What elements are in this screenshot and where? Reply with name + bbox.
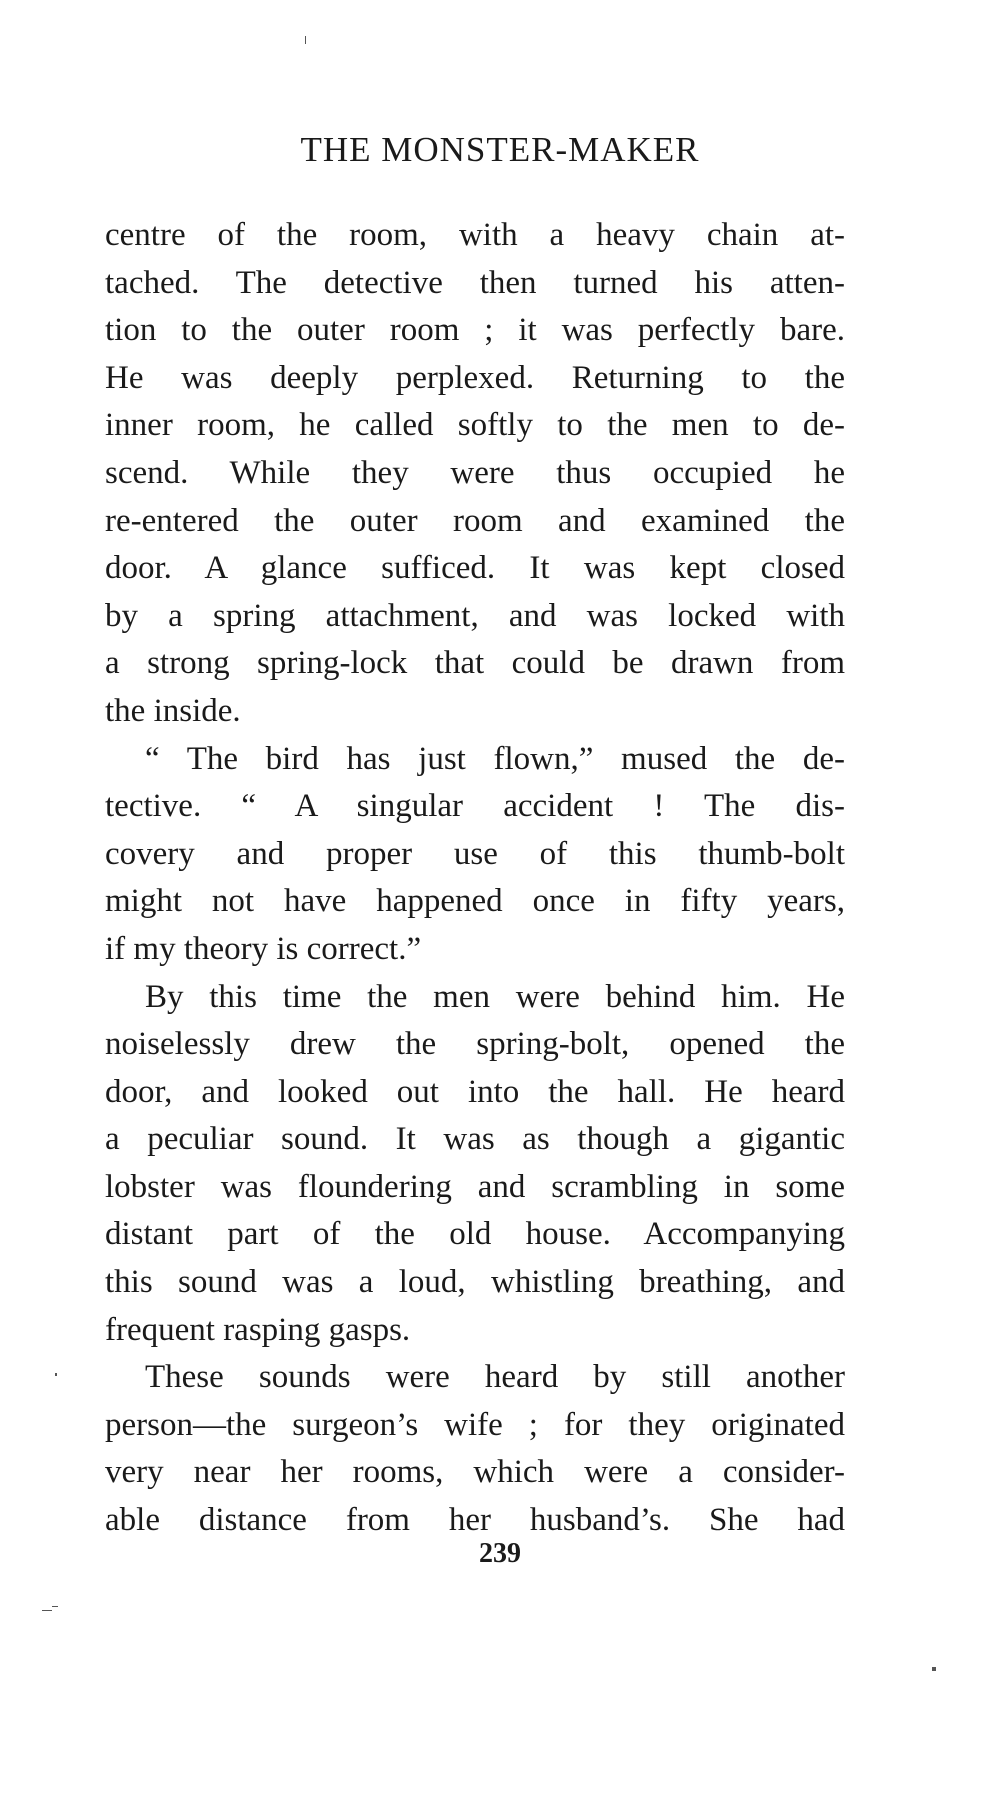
text-line: tached. The detective then turned his atten-: [105, 264, 845, 301]
text-line: centre of the room, with a heavy chain at-: [105, 217, 845, 253]
text-line: door. A glance sufficed. It was kept closed: [105, 550, 845, 587]
text-line: By this time the men were behind him. He: [145, 978, 845, 1015]
scan-speck: [42, 1610, 52, 1611]
text-line: lobster was floundering and scrambling in some: [105, 1168, 845, 1205]
text-line: very near her rooms, which were a consider-: [105, 1454, 845, 1491]
text-line: He was deeply perplexed. Returning to the: [105, 359, 845, 396]
text-line: inner room, he called softly to the men to de-: [105, 407, 845, 444]
scan-speck: [55, 1373, 57, 1376]
text-line: These sounds were heard by still another: [145, 1359, 845, 1396]
text-line: might not have happened once in fifty years,: [105, 883, 845, 920]
text-line: door, and looked out into the hall. He heard: [105, 1073, 845, 1110]
text-line: covery and proper use of this thumb-bolt: [105, 835, 845, 872]
text-line: able distance from her husband’s. She had: [105, 1502, 845, 1539]
text-line: noiselessly drew the spring-bolt, opened the: [105, 1026, 845, 1063]
body-text: [105, 212, 845, 1545]
text-line: the inside.: [105, 692, 241, 729]
text-line: this sound was a loud, whistling breathing, and: [105, 1264, 845, 1301]
text-line: person—the surgeon’s wife ; for they originated: [105, 1406, 845, 1443]
text-line: if my theory is correct.”: [105, 930, 422, 967]
text-line: frequent rasping gasps.: [105, 1311, 411, 1348]
text-line: “ The bird has just flown,” mused the de-: [145, 740, 845, 777]
scan-speck: [932, 1667, 936, 1671]
text-line: re-entered the outer room and examined the: [105, 502, 845, 539]
scan-speck: [305, 36, 306, 44]
text-line: a strong spring-lock that could be drawn from: [105, 645, 845, 682]
text-line: scend. While they were thus occupied he: [105, 454, 845, 491]
page-number: 239: [479, 1538, 521, 1569]
text-line: by a spring attachment, and was locked with: [105, 597, 845, 634]
text-line: a peculiar sound. It was as though a gigantic: [105, 1121, 845, 1158]
running-title: THE MONSTER-MAKER: [300, 130, 700, 169]
scan-speck: [52, 1606, 58, 1607]
text-line: tion to the outer room ; it was perfectly bare.: [105, 312, 845, 349]
text-line: distant part of the old house. Accompanying: [105, 1216, 845, 1253]
text-line: tective. “ A singular accident ! The dis-: [105, 788, 845, 825]
